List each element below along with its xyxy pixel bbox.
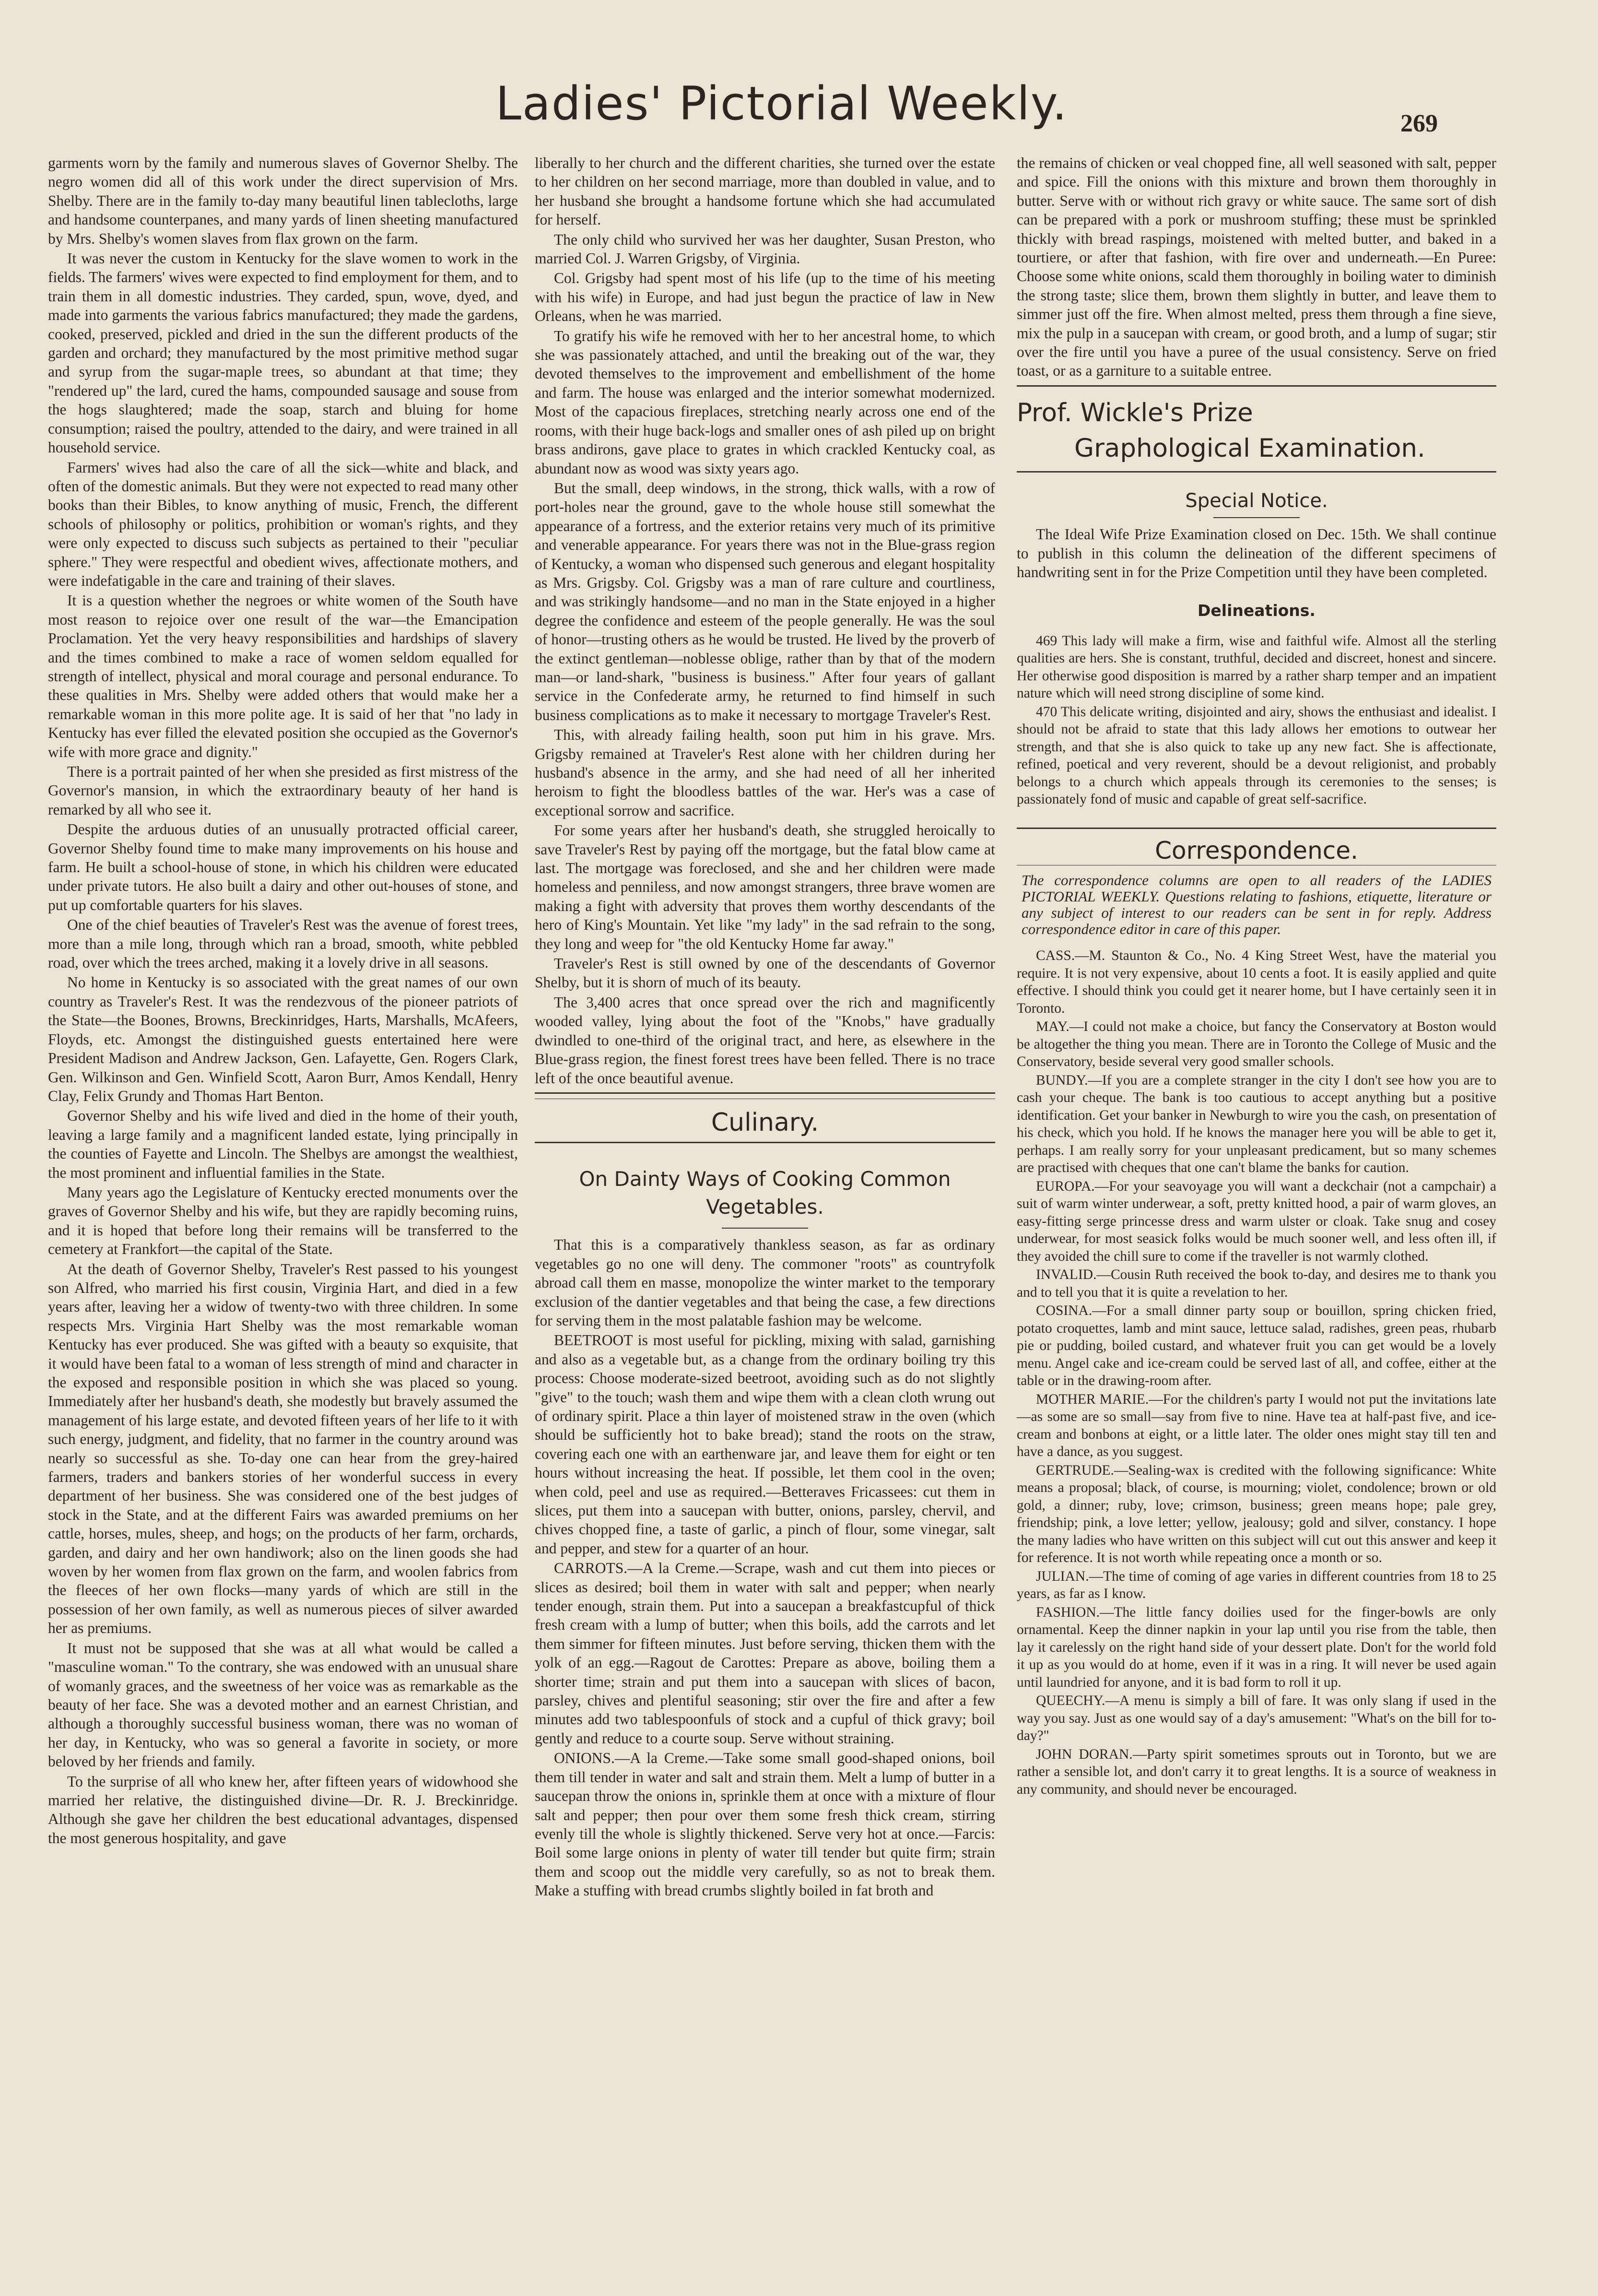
correspondence-entry: EUROPA.—For your seavoyage you will want a deckchair (not a campchair) a suit of warm winter underwear, a soft, pretty knitted hood, a pair of warm gloves, an easy-fitting serge princesse dress and warm ulster or cloak. Take snug and cosey underwear, for most seasick folks would be much sooner well, and less often ill, if they avoided the chill sure to come if the traveller is not warmly clothed. <box>1017 1178 1496 1264</box>
correspondence-entry: GERTRUDE.—Sealing-wax is credited with the following significance: White means a proposal; black, of course, is mourning; violet, condolence; brown or old gold, a dinner; ruby, love; crimson, business; green means hope; pale grey, friendship; pink, a love letter; yellow, jealousy; gold and silver, constancy. I hope the many ladies who have written on this subject will cut out this answer and keep it for reference. It is not worth while repeating once a month or so. <box>1017 1462 1496 1566</box>
masthead-title: Ladies' Pictorial Weekly. <box>495 77 1068 130</box>
delineation-entry: 470 This delicate writing, disjointed and airy, shows the enthusiast and idealist. I should not be afraid to state that this lady allows her emotions to outwear her strength, and that she is also quick to take up any new fact. She is affectionate, refined, poetical and very reverent, should be a devout religionist, and probably belongs to a church which appeals through its ceremonies to the senses; is passionately fond of music and capable of great self-sacrifice. <box>1017 704 1496 807</box>
article-paragraph: It is a question whether the negroes or white women of the South have most reason to rejoice over one result of the war—the Emancipation Proclamation. Yet the very heavy responsibilities and hardships of slavery and the times combined to make a race of women seldom equalled for strength of intellect, physical and moral courage and personal endurance. To these qualities in Mrs. Shelby were added others that would make her a remarkable woman in this more polite age. It is said of her that "no lady in Kentucky has ever filled the elevated position she occupied as the Governor's wife with more grace and dignity." <box>48 592 518 760</box>
notice-paragraph: The Ideal Wife Prize Examination closed on Dec. 15th. We shall continue to publish in this column the delineation of the different specimens of handwriting sent in for the Prize Competition until they have been completed. <box>1017 526 1496 581</box>
correspondence-entry: FASHION.—The little fancy doilies used for the finger-bowls are only ornamental. Keep the dinner napkin in your lap until you rise from the table, then lay it carelessly on the right hand side of your dessert plate. Don't for the world fold it up as you would do at home, even if it was in a ring. It will never be used again until laundried for anyone, and it is bad form to roll it up. <box>1017 1604 1496 1690</box>
graphological-heading <box>1017 395 1496 466</box>
article-paragraph: Governor Shelby and his wife lived and died in the home of their youth, leaving a large family and a magnificent landed estate, lying principally in the counties of Fayette and Lincoln. The Shelbys are amongst the wealthiest, the most prominent and influential families in the State. <box>48 1107 518 1181</box>
recipe-paragraph: BEETROOT is most useful for pickling, mixing with salad, garnishing and also as a vegetable but, as a change from the ordinary boiling try this process: Choose moderate-sized beetroot, avoiding such as do not slightly "give" to the touch; wash them and wipe them with a clean cloth wrung out of ordinary spirit. Place a thin layer of moistened straw in the oven (which should be sufficiently hot to bake bread); stand the roots on the straw, covering each one with an earthenware jar, and leave them for eight or ten hours without increasing the heat. If possible, let them cool in the oven; when cold, peel and use as required.—Betteraves Fricassees: cut them in slices, put them into a saucepan with butter, onions, parsley, chervil, and chives chopped fine, a taste of garlic, a pinch of flour, some vinegar, salt and pepper, and stew for a quarter of an hour. <box>535 1332 995 1557</box>
column-left <box>48 154 518 1848</box>
article-paragraph: garments worn by the family and numerous slaves of Governor Shelby. The negro women did all of this work under the direct supervision of Mrs. Shelby. There are in the family to-day many beautiful linen tablecloths, large and handsome counterpanes, and many yards of linen sheeting manufactured by Mrs. Shelby's women slaves from flax grown on the farm. <box>48 154 518 247</box>
correspondence-heading: Correspondence. <box>1155 836 1358 864</box>
dainty-vegetables-heading <box>535 1165 995 1221</box>
article-paragraph: To gratify his wife he removed with her to her ancestral home, to which she was passionately attached, and until the breaking out of the war, they devoted themselves to the improvement and embellishment of the home and farm. The house was enlarged and the interior somewhat modernized. Most of the capacious fireplaces, stretching nearly across one end of the rooms, with their huge back-logs and smaller ones of ash piled up on bright brass andirons, gave place to grates in which crackled Kentucky coal, as abundant now as wood was sixty years ago. <box>535 327 995 477</box>
correspondence-entry: COSINA.—For a small dinner party soup or bouillon, spring chicken fried, potato croquettes, lamb and mint sauce, lettuce salad, radishes, green peas, rhubarb pie or pudding, boiled custard, and whatever fruit you can get would be a lovely menu. Angel cake and ice-cream could be served last of all, and coffee, either at the table or in the drawing-room after. <box>1017 1303 1496 1389</box>
article-paragraph: At the death of Governor Shelby, Traveler's Rest passed to his youngest son Alfred, who married his first cousin, Virginia Hart, and died in a few years after, leaving her a widow of twenty-two with three children. In some respects Mrs. Virginia Hart Shelby was the most remarkable woman Kentucky has ever produced. She was gifted with a beauty so exquisite, that it would have been fatal to a woman of less strength of mind and character in the exposed and responsible position in which she was placed so young. Immediately after her husband's death, she modestly but bravely assumed the management of his large estate, and devoted fifteen years of her life to it with such energy, judgment, and fidelity, that no farmer in the country around was nearly so successful as she. To-day one can hear from the grey-haired farmers, traders and bankers stories of her wonderful success in every department of her business. She was considered one of the best judges of stock in the State, and at the different Fairs was awarded premiums on her cattle, horses, mules, sheep, and hogs; on the products of her farm, orchards, garden, and dairy and her own handiwork; also on the linen goods she had woven by her women from flax grown on the farm, and woolen fabrics from the fleeces of her own flocks—many yards of which are still in the possession of her own family, as well as numerous pieces of silver awarded her as premiums. <box>48 1260 518 1637</box>
correspondence-entry: QUEECHY.—A menu is simply a bill of fare. It was only slang if used in the way you say. Just as one would say of a day's amusement: "What's on the bill for to-day?" <box>1017 1693 1496 1744</box>
recipe-paragraph: the remains of chicken or veal chopped fine, all well seasoned with salt, pepper and spice. Fill the onions with this mixture and brown them thoroughly in butter. Serve with or without rich gravy or white sauce. The same sort of dish can be prepared with a pork or mushroom stuffing; these must be sprinkled thickly with bread raspings, moistened with melted butter, and baked in a tourtiere, or after that fashion, with fire over and underneath.—En Puree: Choose some white onions, scald them thoroughly in boiling water to diminish the strong taste; slice them, brown them slightly in butter, and leave them to simmer just off the fire. When almost melted, press them through a fine sieve, mix the pulp in a saucepan with cream, or good broth, and a lump of sugar; stir over the fire until you have a puree of the usual consistency. Serve on fried toast, or as a garniture to a suitable entree. <box>1017 154 1496 379</box>
article-paragraph: Farmers' wives had also the care of all the sick—white and black, and often of the domestic animals. But they were not expected to read many other books than their Bibles, to know anything of music, French, the different schools of philosophy or politics, prohibition or woman's rights, and they were only expected to discuss such subjects as pertained to their "peculiar sphere." They were respectful and obedient wives, affectionate mothers, and were indefatigable in the care and training of their slaves. <box>48 459 518 589</box>
article-paragraph: The only child who survived her was her daughter, Susan Preston, who married Col. J. Warren Grigsby, of Virginia. <box>535 231 995 267</box>
article-paragraph: The 3,400 acres that once spread over the rich and magnificently wooded valley, lying about the foot of the "Knobs," have gradually dwindled to one-third of the original tract, and here, as elsewhere in the Blue-grass region, the finest forest trees have been felled. There is no trace left of the once beautiful avenue. <box>535 994 995 1087</box>
article-paragraph: There is a portrait painted of her when she presided as first mistress of the Governor's mansion, in which the extraordinary beauty of her hand is remarked by all who see it. <box>48 763 518 818</box>
page-number: 269 <box>1400 110 1438 137</box>
section-divider <box>1017 385 1496 387</box>
article-paragraph: Despite the arduous duties of an unusually protracted official career, Governor Shelby found time to make many improvements on his house and farm. He built a school-house of stone, in which his children were educated under private tutors. He also built a dairy and other out-houses of stone, and put up comfortable quarters for his slaves. <box>48 821 518 913</box>
section-divider <box>1017 828 1496 829</box>
correspondence-entry: BUNDY.—If you are a complete stranger in the city I don't see how you are to cash your cheque. The bank is too cautious to accept anything but a positive identification. Get your banker in Newburgh to wire you the cash, on presentation of his check, which you hold. If he knows the manager here you will be able to get it, perhaps. I am really sorry for your unpleasant predicament, but so many schemes are practised with cheques that one can't blame the banks for caution. <box>1017 1072 1496 1176</box>
short-divider <box>722 1228 808 1229</box>
correspondence-entry: MAY.—I could not make a choice, but fancy the Conservatory at Boston would be altogether the thing you mean. There are in Toronto the College of Music and the Conservatory, beside several very good smaller schools. <box>1017 1019 1496 1070</box>
recipe-paragraph: ONIONS.—A la Creme.—Take some small good-shaped onions, boil them till tender in water and salt and strain them. Melt a lump of butter in a saucepan throw the onions in, sprinkle them at once with a mixture of flour salt and pepper; then pour over them some fresh thick cream, stirring evenly till the whole is slightly thickened. Serve very hot at once.—Farcis: Boil some large onions in plenty of water till tender but quite firm; strain them and scoop out the middle very carefully, so as not to break them. Make a stuffing with bread crumbs slightly boiled in fat broth and <box>535 1750 995 1899</box>
section-divider <box>1017 471 1496 473</box>
article-paragraph: Many years ago the Legislature of Kentucky erected monuments over the graves of Governor Shelby and his wife, but they are rapidly becoming ruins, and it is hoped that before long their remains will be transferred to the cemetery at Frankfort—the capital of the State. <box>48 1184 518 1258</box>
heading-line: On Dainty Ways of Cooking Common <box>579 1167 951 1191</box>
correspondence-entry: MOTHER MARIE.—For the children's party I would not put the invitations late—as some are so small—say from five to nine. Have tea at half-past five, and ice-cream and bonbons at eight, or a little later. The older ones might stay till ten and have a dance, as you suggest. <box>1017 1391 1496 1460</box>
culinary-heading: Culinary. <box>711 1108 819 1137</box>
article-paragraph: liberally to her church and the different charities, she turned over the estate to her children on her second marriage, more than doubled in value, and to her husband she brought a handsome fortune which she had accumulated for herself. <box>535 154 995 228</box>
article-paragraph: Traveler's Rest is still owned by one of the descendants of Governor Shelby, but it is shorn of much of its beauty. <box>535 955 995 991</box>
heading-line: Graphological Examination. <box>1074 433 1425 463</box>
section-divider <box>535 1142 995 1143</box>
article-paragraph: Col. Grigsby had spent most of his life (up to the time of his meeting with his wife) in Europe, and had just begun the practice of law in New Orleans, when he was married. <box>535 270 995 325</box>
article-paragraph: For some years after her husband's death, she struggled heroically to save Traveler's Rest by paying off the mortgage, but the fatal blow came at last. The mortgage was foreclosed, and she and her children were made homeless and penniless, and now amongst strangers, three brave women are making a fight with adversity that proves them worthy descendants of the hero of King's Mountain. Yet like "my lady" in the sad refrain to the song, they long and weep for "the old Kentucky Home far away." <box>535 822 995 952</box>
correspondence-entry: INVALID.—Cousin Ruth received the book to-day, and desires me to thank you and to tell you that it is quite a revelation to her. <box>1017 1267 1496 1300</box>
correspondence-entry: CASS.—M. Staunton & Co., No. 4 King Street West, have the material you require. It is not very expensive, about 10 cents a foot. It is easily applied and quite effective. I should think you could get it nearer home, but I have certainly seen it in Toronto. <box>1017 948 1496 1016</box>
correspondence-note: The correspondence columns are open to all readers of the LADIES PICTORIAL WEEKLY. Questions relating to fashions, etiquette, literature or any subject of interest to our readers can be sent in for reply. Address correspondence editor in care of this paper. <box>1022 872 1492 938</box>
article-paragraph: No home in Kentucky is so associated with the great names of our own country as Traveler's Rest. It was the rendezvous of the pioneer patriots of the State—the Boones, Browns, Breckinridges, Harts, Marshalls, McAfeers, Floyds, etc. Amongst the distinguished guests entertained here were President Madison and Andrew Jackson, Gen. Lafayette, Gen. Rogers Clark, Gen. Wilkinson and Gen. Winfield Scott, Aaron Burr, Amos Kendall, Henry Clay, Felix Grundy and Thomas Hart Benton. <box>48 974 518 1104</box>
article-paragraph: One of the chief beauties of Traveler's Rest was the avenue of forest trees, more than a mile long, through which ran a broad, smooth, white pebbled road, over which the trees arched, making it a lovely drive in all seasons. <box>48 916 518 971</box>
heading-line: Prof. Wickle's Prize <box>1017 398 1253 427</box>
column-right <box>1017 154 1496 1799</box>
delineation-entry: 469 This lady will make a firm, wise and faithful wife. Almost all the sterling qualities are hers. She is constant, truthful, decided and discreet, honest and sincere. Her otherwise good disposition is marred by a rather sharp temper and an impatient nature which will need strong discipline of some kind. <box>1017 633 1496 701</box>
article-paragraph: It must not be supposed that she was at all what would be called a "masculine woman." To the contrary, she was endowed with an unusual share of womanly graces, and the sweetness of her voice was as remarkable as the beauty of her face. She was a devoted mother and an earnest Christian, and although a thoroughly successful business woman, there was no woman of her day, in Kentucky, who was so general a favorite in society, or more beloved by her friends and family. <box>48 1639 518 1770</box>
correspondence-entry: JOHN DORAN.—Party spirit sometimes sprouts out in Toronto, but we are rather a sensible lot, and don't carry it to great lengths. It is a source of weakness in any community, and should never be encouraged. <box>1017 1746 1496 1797</box>
article-paragraph: To the surprise of all who knew her, after fifteen years of widowhood she married her relative, the distinguished divine—Dr. R. J. Breckinridge. Although she gave her children the best educational advantages, dispensed the most generous hospitality, and gave <box>48 1773 518 1846</box>
special-notice-heading: Special Notice. <box>1185 489 1328 512</box>
column-middle <box>535 154 995 1901</box>
heading-line: Vegetables. <box>706 1195 824 1219</box>
recipe-paragraph: CARROTS.—A la Creme.—Scrape, wash and cut them into pieces or slices as desired; boil them in water with salt and pepper; when nearly tender enough, strain them. Put into a saucepan a breakfastcupful of thick fresh cream with a lump of butter; when this boils, add the carrots and let them simmer for fifteen minutes. Just before serving, thicken them with the yolk of an egg.—Ragout de Carottes: Prepare as above, boiling them a shorter time; strain and put them into a saucepan with slices of bacon, parsley, chives and plentiful seasoning; stir over the fire and after a few minutes add two tablespoonfuls of stock and a cupful of thick gravy; boil gently and reduce to a courte soup. Serve without straining. <box>535 1560 995 1747</box>
section-divider <box>535 1092 995 1094</box>
delineations-heading: Delineations. <box>1198 601 1316 620</box>
article-paragraph: This, with already failing health, soon put him in his grave. Mrs. Grigsby remained at Traveler's Rest alone with her children during her husband's absence in the army, and she had need of all her inherited heroism to fight the bloodless battles of the war. Her's was a case of exceptional sorrow and sacrifice. <box>535 726 995 819</box>
article-paragraph: But the small, deep windows, in the strong, thick walls, with a row of port-holes near the ground, gave to the whole house still somewhat the appearance of a fortress, and the exterior retains very much of its primitive and venerable appearance. For years there was not in the Blue-grass region of Kentucky, a woman who dispensed such generous and elegant hospitality as Mrs. Grigsby. Col. Grigsby was a man of rare culture and courtliness, and was strikingly handsome—and no man in the State enjoyed in a higher degree the confidence and esteem of the people generally. He was the soul of honor—trusting others as he would be trusted. He lived by the proverb of the extinct gentleman—noblesse oblige, rather than by that of the modern man—or land-shark, "business is business." After four years of gallant service in the Confederate army, he returned to find himself in such business complications as to make it necessary to mortgage Traveler's Rest. <box>535 479 995 723</box>
recipe-paragraph: That this is a comparatively thankless season, as far as ordinary vegetables go no one will deny. The commoner "roots" as countryfolk abroad call them en masse, monopolize the winter market to the temporary exclusion of the dantier vegetables and that being the case, a few directions for serving them in the most palatable fashion may be welcome. <box>535 1236 995 1329</box>
correspondence-entry: JULIAN.—The time of coming of age varies in different countries from 18 to 25 years, as far as I know. <box>1017 1568 1496 1602</box>
short-divider <box>1213 517 1300 518</box>
article-paragraph: It was never the custom in Kentucky for the slave women to work in the fields. The farmers' wives were expected to find employment for them, and to train them in all domestic industries. They carded, spun, wove, dyed, and made into garments the various fabrics manufactured; they made the gardens, cooked, preserved, pickled and dried in the sun the different products of the garden and orchard; they manufactured by the most primitive method sugar and syrup from the sugar-maple trees, so abundant at that time; they "rendered up" the lard, cured the hams, compounded sausage and souse from the hogs slaughtered; made the soap, starch and bluing for home consumption; raised the poultry, attended to the dairy, and were trained in all household service. <box>48 250 518 456</box>
